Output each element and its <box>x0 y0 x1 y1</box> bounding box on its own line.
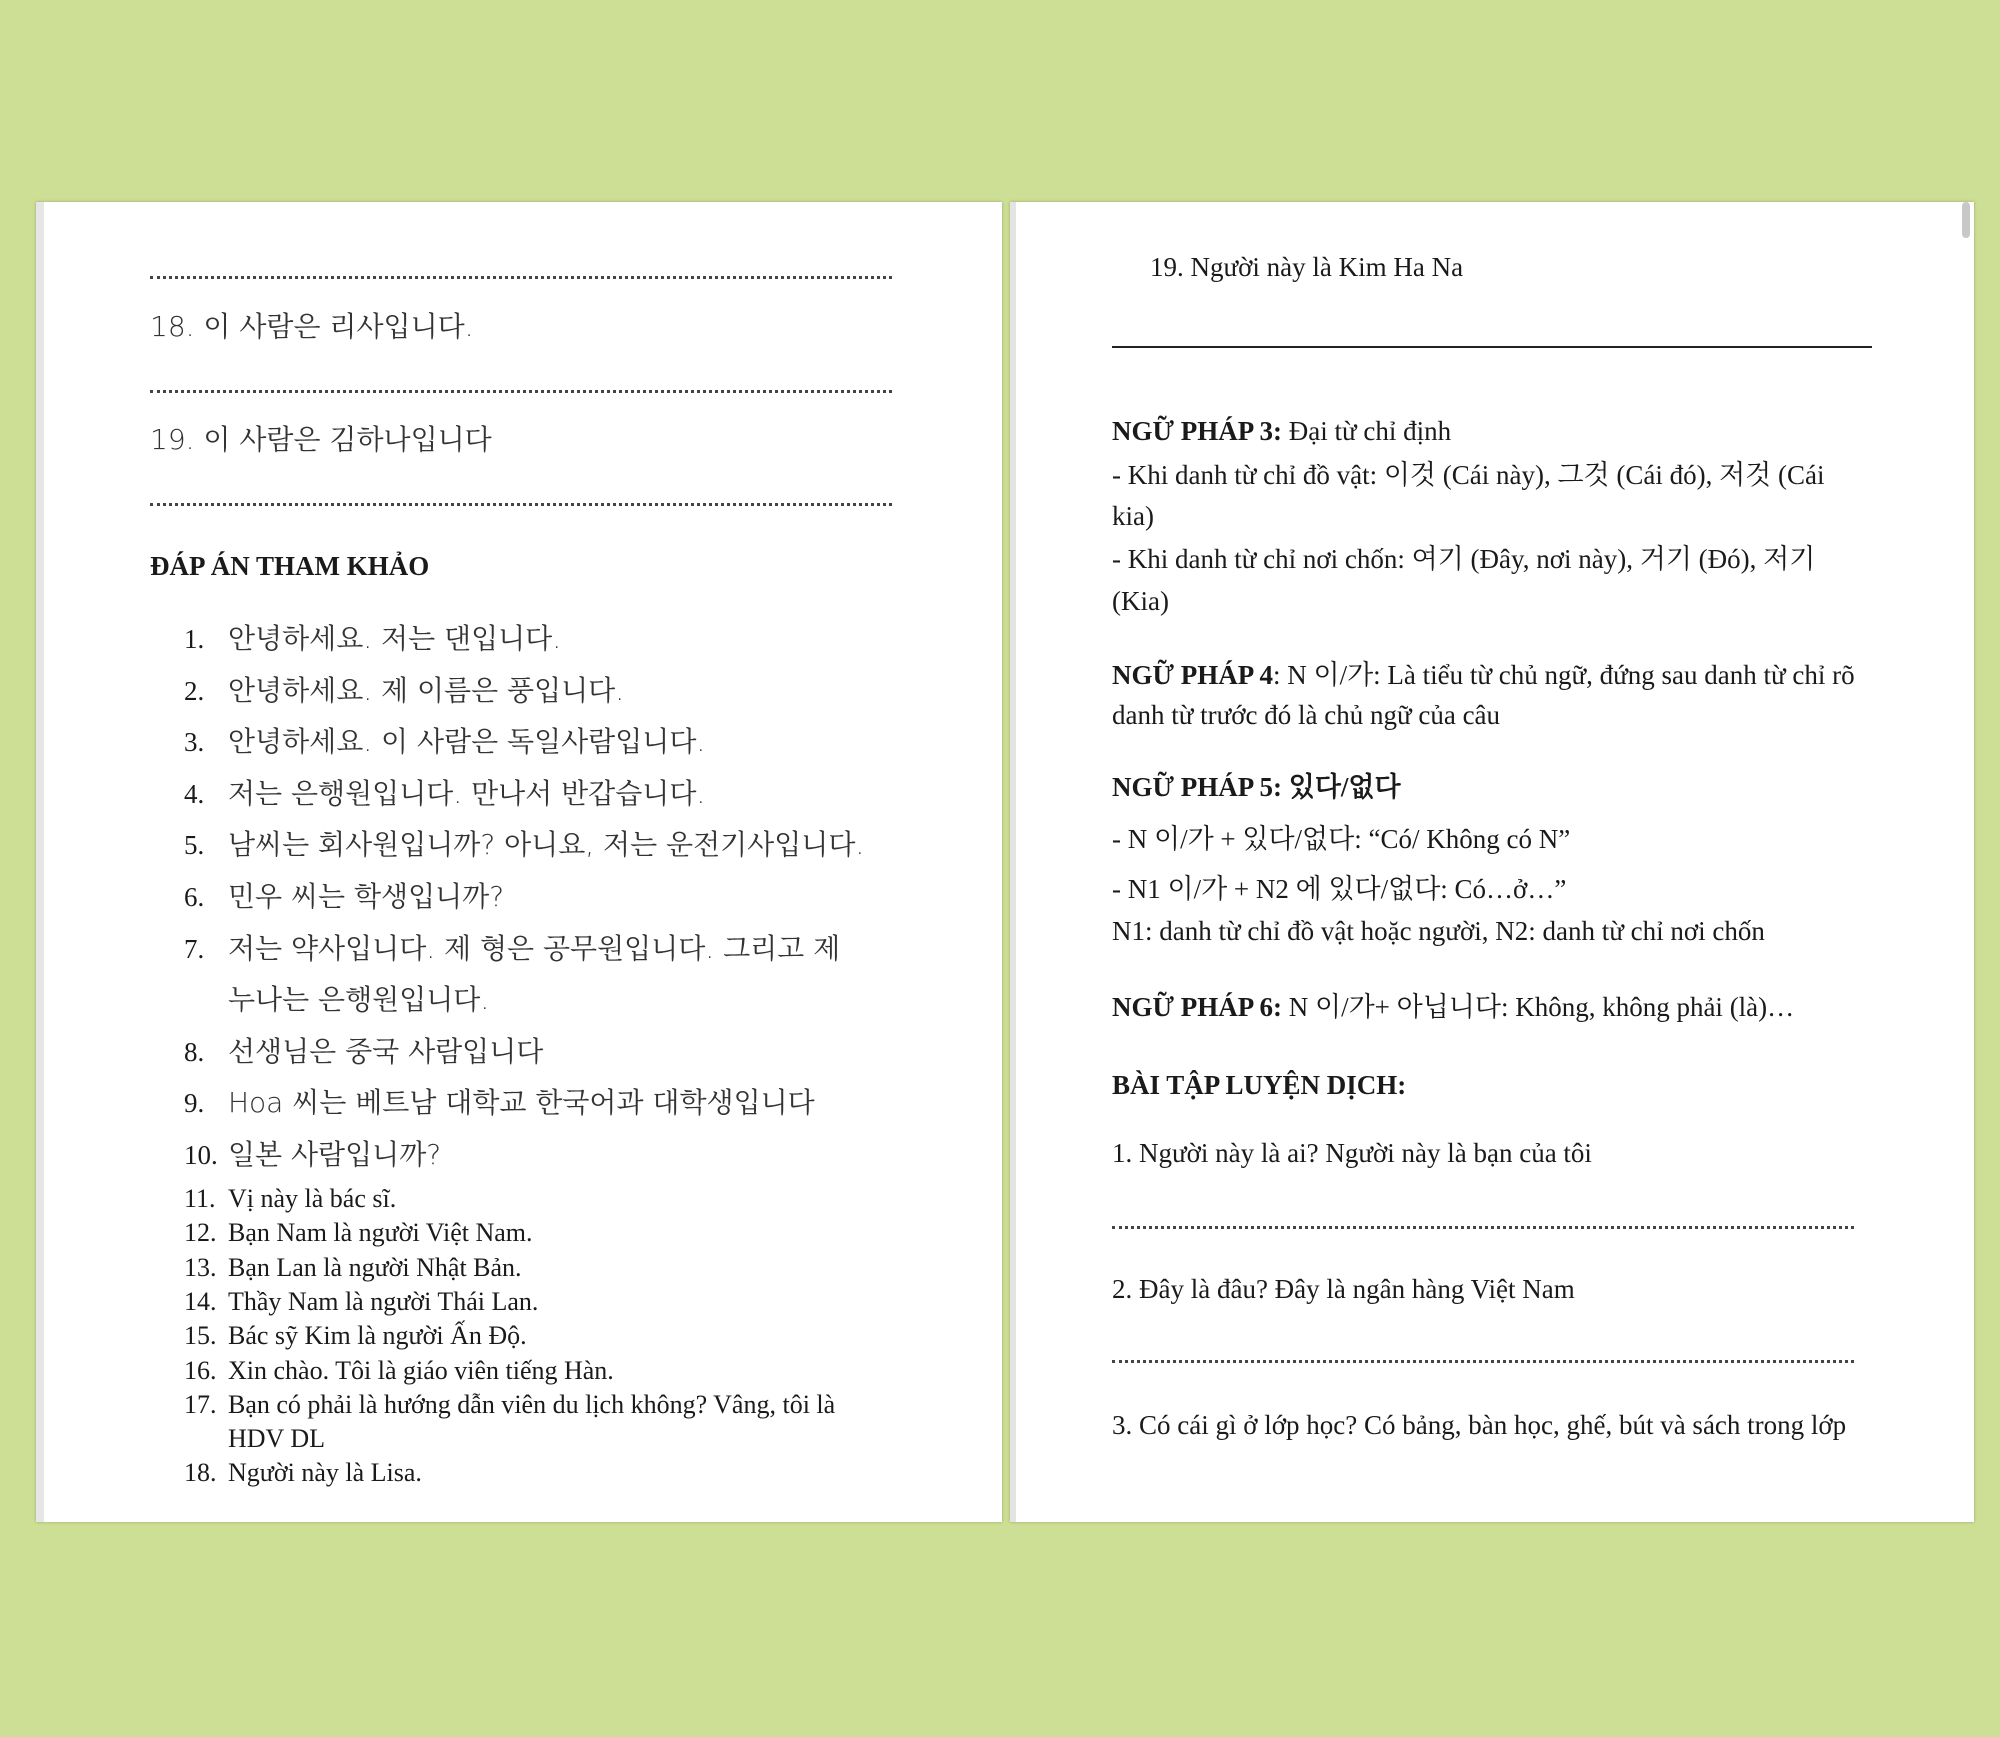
grammar-3-title: Đại từ chỉ định <box>1281 416 1452 446</box>
answer-text: Bạn Lan là người Nhật Bản. <box>228 1252 522 1282</box>
answer-text: 누나는 은행원입니다. <box>228 983 490 1017</box>
answer-number: 9. <box>184 1088 205 1119</box>
answer-text: 안녕하세요. 이 사람은 독일사람입니다. <box>228 725 706 759</box>
grammar-4-label: NGỮ PHÁP 4 <box>1112 660 1273 690</box>
answer-item <box>184 622 561 656</box>
answer-text: Xin chào. Tôi là giáo viên tiếng Hàn. <box>228 1355 614 1385</box>
answer-dotted-line <box>150 390 892 393</box>
answer-number: 1. <box>184 624 205 654</box>
exercise-19 <box>150 423 492 457</box>
answer-item <box>184 1456 422 1490</box>
answer-text: Bạn có phải là hướng dẫn viên du lịch không? Vâng, tôi là <box>228 1389 836 1419</box>
answer-item <box>184 932 840 966</box>
grammar-6-label: NGỮ PHÁP 6: <box>1112 992 1282 1022</box>
left-page <box>36 202 1002 1522</box>
answer-item <box>184 777 705 811</box>
grammar-3-heading <box>1112 414 1451 448</box>
practice-item-3: 3. Có cái gì ở lớp học? Có bảng, bàn học, ghế, bút và sách trong lớp <box>1112 1410 1847 1440</box>
answer-item <box>184 1319 527 1353</box>
answer-item <box>184 880 504 914</box>
answers-heading: ĐÁP ÁN THAM KHẢO <box>150 551 430 581</box>
grammar-3-line: (Kia) <box>1112 586 1169 616</box>
answer-number: 3. <box>184 727 205 758</box>
answer-number: 15. <box>184 1321 217 1351</box>
grammar-4-line: danh từ trước đó là chủ ngữ của câu <box>1112 700 1501 730</box>
answer-number: 6. <box>184 882 205 912</box>
answer-item <box>184 1086 815 1120</box>
grammar-5-line: - N 이/가 + 있다/없다: “Có/ Không có N” <box>1112 824 1571 854</box>
grammar-3-line: - Khi danh từ chỉ đồ vật: 이것 (Cái này), 그것 (Cái đó), 저것 (Cái <box>1112 460 1825 490</box>
answer-number: 16. <box>184 1355 217 1385</box>
answer-number: 2. <box>184 675 205 706</box>
answer-item <box>184 725 705 759</box>
answer-text: Người này là Lisa. <box>228 1458 422 1488</box>
grammar-5-heading <box>1112 770 1401 804</box>
answer-item <box>184 1422 325 1456</box>
answer-item <box>184 1216 533 1250</box>
grammar-5-title: : 있다/없다 <box>1273 772 1401 802</box>
right-page <box>1010 202 1974 1522</box>
answer-number: 17. <box>184 1389 217 1419</box>
answer-item <box>184 1388 835 1422</box>
answer-item <box>184 1138 441 1172</box>
answer-item <box>184 674 624 708</box>
answer-number: 5. <box>184 830 205 861</box>
answer-item <box>184 1354 614 1388</box>
answer-number: 11. <box>184 1184 216 1213</box>
answer-dotted-line <box>1112 1226 1854 1229</box>
answer-number: 13. <box>184 1252 217 1282</box>
practice-item-1: 1. Người này là ai? Người này là bạn của tôi <box>1112 1138 1592 1168</box>
grammar-6-text: N 이/가+ 아닙니다: Không, không phải (là)… <box>1281 992 1795 1022</box>
answer-dotted-line <box>150 276 892 279</box>
practice-item-2: 2. Đây là đâu? Đây là ngân hàng Việt Nam <box>1112 1274 1575 1304</box>
answer-item <box>184 828 864 862</box>
scrollbar-thumb[interactable] <box>1962 202 1970 238</box>
grammar-4-heading <box>1112 658 1855 692</box>
answer-item <box>184 983 489 1017</box>
grammar-3-label: NGỮ PHÁP 3: <box>1112 416 1282 446</box>
answer-text: 저는 은행원입니다. 만나서 반갑습니다. <box>228 776 706 810</box>
practice-heading: BÀI TẬP LUYỆN DỊCH: <box>1112 1070 1407 1100</box>
answer-number: 10. <box>184 1140 218 1170</box>
answer-number: 4. <box>184 778 205 809</box>
answer-item <box>184 1182 396 1216</box>
grammar-6-heading <box>1112 990 1794 1024</box>
answer-text: 안녕하세요. 저는 댄입니다. <box>228 622 562 655</box>
grammar-5-line: N1: danh từ chỉ đồ vật hoặc người, N2: danh từ chỉ nơi chốn <box>1112 916 1765 946</box>
answer-text: 민우 씨는 학생입니까? <box>228 880 505 913</box>
answer-text: 남씨는 회사원입니까? 아니요, 저는 운전기사입니다. <box>228 828 865 862</box>
answer-line <box>1112 346 1872 348</box>
answer-text: 일본 사람입니까? <box>228 1138 442 1171</box>
exercise-19-text: 19. 이 사람은 김하나입니다 <box>150 423 492 456</box>
answer-text: Vị này là bác sĩ. <box>228 1184 397 1213</box>
answer-text: 저는 약사입니다. 제 형은 공무원입니다. 그리고 제 <box>228 931 841 965</box>
grammar-4-text: : N 이/가: Là tiểu từ chủ ngữ, đứng sau danh từ chỉ rõ <box>1273 660 1855 690</box>
grammar-5-line: - N1 이/가 + N2 에 있다/없다: Có…ở…” <box>1112 874 1567 904</box>
answer-number: 7. <box>184 933 205 964</box>
answer-item <box>184 1035 543 1069</box>
answer-number: 8. <box>184 1036 205 1067</box>
grammar-3-line: - Khi danh từ chỉ nơi chốn: 여기 (Đây, nơi này), 거기 (Đó), 저기 <box>1112 544 1816 574</box>
answer-dotted-line <box>1112 1360 1854 1363</box>
exercise-18-text: 18. 이 사람은 리사입니다. <box>150 310 474 343</box>
answer-item <box>184 1251 522 1285</box>
answer-text: 선생님은 중국 사람입니다 <box>228 1034 544 1068</box>
answer-text: Bạn Nam là người Việt Nam. <box>228 1218 533 1248</box>
answer-item <box>184 1285 538 1319</box>
answer-number: 14. <box>184 1286 217 1316</box>
answer-text: 안녕하세요. 제 이름은 풍입니다. <box>228 673 625 707</box>
answer-text: Bác sỹ Kim là người Ấn Độ. <box>228 1321 527 1351</box>
answer-text: Hoa 씨는 베트남 대학교 한국어과 대학생입니다 <box>228 1086 815 1120</box>
answer-number: 12. <box>184 1218 217 1248</box>
exercise-19-vi: 19. Người này là Kim Ha Na <box>1150 252 1464 282</box>
grammar-3-line: kia) <box>1112 501 1154 531</box>
answer-text: Thầy Nam là người Thái Lan. <box>228 1286 539 1316</box>
answer-text: HDV DL <box>228 1424 326 1454</box>
answer-number: 18. <box>184 1458 217 1488</box>
answer-dotted-line <box>150 503 892 506</box>
exercise-18 <box>150 310 474 344</box>
grammar-5-label: NGỮ PHÁP 5 <box>1112 772 1273 802</box>
